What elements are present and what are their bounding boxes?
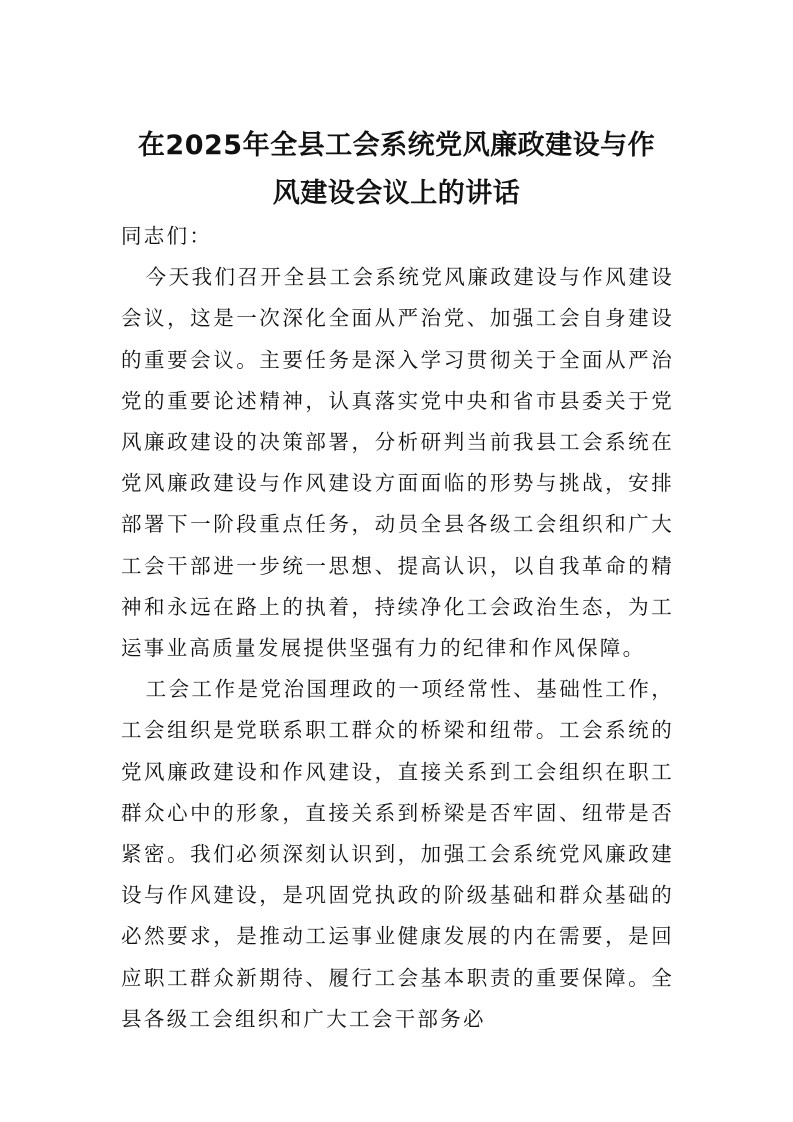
paragraph-2: 工会工作是党治国理政的一项经常性、基础性工作，工会组织是党联系职工群众的桥梁和纽带。工会系统的党风廉政建设和作风建设，直接关系到工会组织在职工群众心中的形象，直接关系到桥梁是否牢固、纽带是否紧密。我们必须深刻认识到，加强工会系统党风廉政建设与作风建设，是巩固党执政的阶级基础和群众基础的必然要求，是推动工运事业健康发展的内在需要，是回应职工群众新期待、履行工会基本职责的重要保障。全县各级工会组织和广大工会干部务必 <box>121 677 674 1031</box>
speech-body <box>121 216 674 1040</box>
salutation: 同志们： <box>121 224 213 248</box>
paragraph-1: 今天我们召开全县工会系统党风廉政建设与作风建设会议，这是一次深化全面从严治党、加强工会自身建设的重要会议。主要任务是深入学习贯彻关于全面从严治党的重要论述精神，认真落实党中央和省市县委关于党风廉政建设的决策部署，分析研判当前我县工会系统在党风廉政建设与作风建设方面面临的形势与挑战，安排部署下一阶段重点任务，动员全县各级工会组织和广大工会干部进一步统一思想、提高认识，以自我革命的精神和永远在路上的执着，持续净化工会政治生态，为工运事业高质量发展提供坚强有力的纪律和作风保障。 <box>121 265 674 661</box>
title-line-2: 风建设会议上的讲话 <box>272 178 521 209</box>
document-title <box>110 122 683 218</box>
title-line-1: 在2025年全县工会系统党风廉政建设与作 <box>137 130 656 161</box>
